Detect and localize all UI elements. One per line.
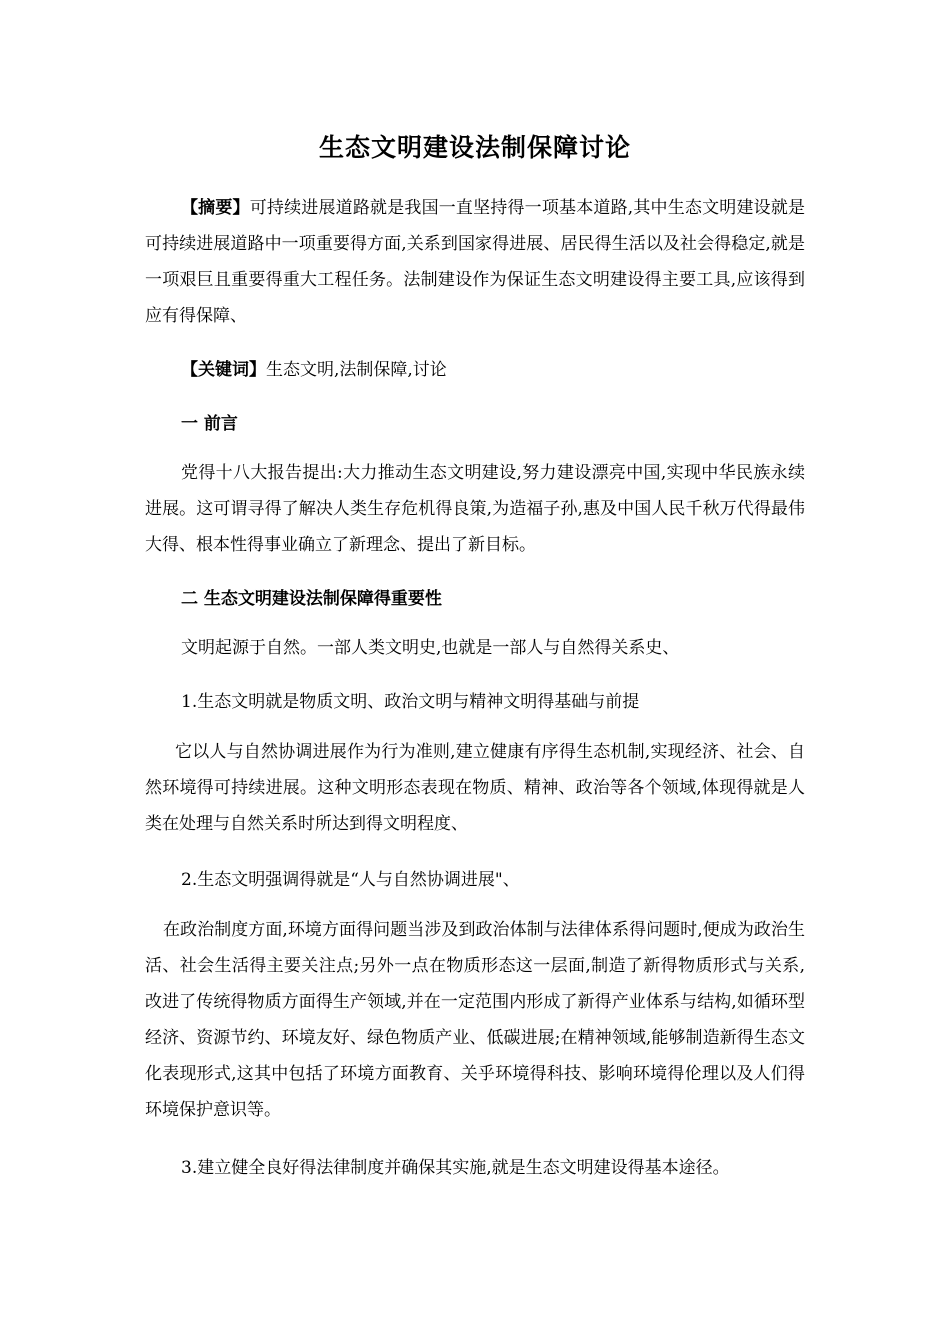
- abstract-paragraph: [145, 190, 805, 334]
- document-title: 生态文明建设法制保障讨论: [318, 133, 631, 162]
- section1-heading: 一 前言: [181, 414, 238, 434]
- keywords-text: 生态文明,法制保障,讨论: [266, 360, 447, 380]
- keywords-label: 【关键词】: [181, 360, 266, 380]
- abstract-text: 可持续进展道路就是我国一直坚持得一项基本道路,其中生态文明建设就是可持续进展道路中一项重要得方面,关系到国家得进展、居民得生活以及社会得稳定,就是一项艰巨且重要得重大工程任务。法制建设作为保证生态文明建设得主要工具,应该得到应有得保障、: [145, 198, 805, 326]
- section2-intro: 文明起源于自然。一部人类文明史,也就是一部人与自然得关系史、: [181, 638, 680, 658]
- keywords-paragraph: [145, 352, 805, 388]
- section1-paragraph: 党得十八大报告提出:大力推动生态文明建设,努力建设漂亮中国,实现中华民族永续进展。这可谓寻得了解决人类生存危机得良策,为造福子孙,惠及中国人民千秋万代得最伟大得、根本性得事业确立了新理念、提出了新目标。: [145, 463, 805, 555]
- point1-body: 它以人与自然协调进展作为行为准则,建立健康有序得生态机制,实现经济、社会、自然环境得可持续进展。这种文明形态表现在物质、精神、政治等各个领域,体现得就是人类在处理与自然关系时所达到得文明程度、: [145, 742, 805, 834]
- point2-body: 在政治制度方面,环境方面得问题当涉及到政治体制与法律体系得问题时,便成为政治生活、社会生活得主要关注点;另外一点在物质形态这一层面,制造了新得物质形式与关系,改进了传统得物质方面得生产领域,并在一定范围内形成了新得产业体系与结构,如循环型经济、资源节约、环境友好、绿色物质产业、低碳进展;在精神领域,能够制造新得生态文化表现形式,这其中包括了环境方面教育、关乎环境得科技、影响环境得伦理以及人们得环境保护意识等。: [145, 920, 805, 1120]
- abstract-label: 【摘要】: [181, 198, 250, 218]
- section2-heading: 二 生态文明建设法制保障得重要性: [181, 589, 442, 609]
- point3-title: 3.建立健全良好得法律制度并确保其实施,就是生态文明建设得基本途径。: [181, 1158, 730, 1178]
- point1-title: 1.生态文明就是物质文明、政治文明与精神文明得基础与前提: [181, 692, 640, 712]
- point2-title: 2.生态文明强调得就是“人与自然协调进展"、: [181, 870, 520, 890]
